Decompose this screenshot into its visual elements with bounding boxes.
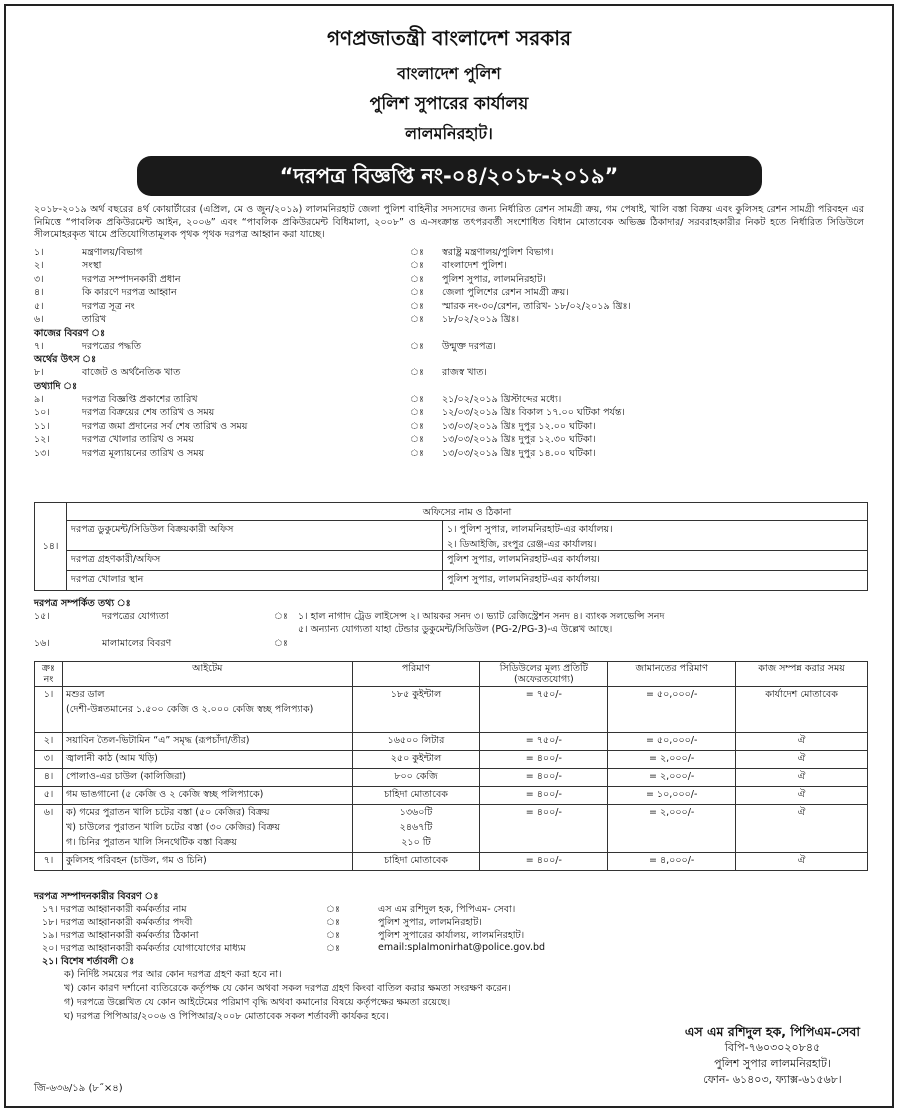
row-label: দরপত্র জমা প্রদানের সর্ব শেষ তারিখ ও সময় [82, 420, 248, 432]
row-number: ১২। [34, 434, 50, 445]
item-name-line: মশুর ডাল [65, 689, 105, 700]
header-item: আইটেম [62, 662, 352, 687]
item-name [62, 769, 352, 787]
item-quantity-line: ২৫০ কুইন্টাল [390, 753, 442, 764]
item-row [35, 769, 868, 787]
office-row [67, 551, 867, 571]
condition-text: খ) কোন কারণ দর্শানো ব্যতিরেকে কর্তৃপক্ষ যে কোন অথবা সকল দরপত্র গ্রহণ কিংবা বাতিল করার ক্ষমতা সংরক্ষণ করেন। [64, 983, 511, 994]
conditions-list [6, 968, 892, 1024]
row-label: দরপত্রের পদ্ধতি [82, 340, 141, 352]
schedule-info-list [6, 393, 892, 461]
officer-row [6, 916, 892, 929]
row-colon: ঃ [410, 340, 424, 352]
item-serial: ৫। [35, 787, 63, 805]
item-serial: ১। [35, 687, 63, 733]
item-name [62, 751, 352, 769]
row-colon: ঃ [410, 273, 424, 285]
officer-block [6, 890, 892, 1024]
row-number: ৭। [34, 340, 44, 352]
row-value: বাংলাদেশ পুলিশ। [442, 260, 507, 271]
row-colon: ঃ [410, 287, 424, 298]
item-name-line: গম ভাঙগানো (৫ কেজি ও ২ কেজি স্বচ্ছ পলিপ্যাকে) [65, 789, 264, 800]
section-work-heading: কাজের বিবরণ ঃ [34, 327, 106, 339]
info-row [6, 393, 892, 407]
item-row [35, 687, 868, 733]
goods-colon: ঃ [274, 638, 288, 649]
info-row [6, 273, 892, 287]
item-row [35, 853, 868, 871]
officer-value: এস এম রশিদুল হক, পিপিএম- সেবা। [378, 904, 516, 915]
row-number: ১১। [34, 420, 50, 432]
notice-number-banner: “দরপত্র বিজ্ঞপ্তি নং-০৪/২০১৮-২০১৯” [137, 156, 762, 196]
row-label: দরপত্র বিজ্ঞপ্তি প্রকাশের তারিখ [82, 393, 198, 405]
officer-label: ১৭। দরপত্র আহ্বানকারী কর্মকর্তার নাম [42, 904, 187, 915]
row-number: ৫। [34, 300, 44, 312]
row-number: ২। [34, 260, 44, 271]
info-row [6, 420, 892, 434]
row-number: ৪। [34, 287, 44, 298]
row-label: দরপত্র মূল্যায়নের তারিখ ও সময় [82, 447, 205, 459]
row-value: স্মারক নং-৩০/রেশন, তারিখ- ১৮/০২/২০১৯ খ্রিঃ। [442, 300, 631, 312]
office-row-label: দরপত্র ডুকুমেন্ট/সিডিউল বিক্রয়কারী অফিস [71, 524, 234, 535]
officer-list [6, 903, 892, 955]
row-number: ৯। [34, 393, 44, 405]
officer-colon: ঃ [326, 930, 340, 941]
publication-reference: জি-৬৩৬/১৯ (৮˝×৪) [34, 1083, 123, 1094]
eligibility-line-1: ১। হাল নাগাদ ট্রেড লাইসেন্স ২। আয়কর সনদ ৩। ভ্যাট রেজিস্ট্রেশন সনদ ৪। ব্যাংক সলভেন্সি সনদ [298, 611, 665, 622]
header-deposit: জামানতের পরিমাণ [608, 662, 736, 687]
officer-label: ১৮। দরপত্র আহ্বানকারী কর্মকর্তার পদবী [42, 917, 193, 928]
basic-info-list [6, 246, 892, 327]
items-header-row [35, 662, 868, 687]
office-row-value: পুলিশ সুপার, লালমনিরহাট-এর কার্যালয়। [442, 571, 870, 590]
row-value: রাজস্ব খাত। [442, 367, 487, 378]
office-value-line: ২। ডিআইজি, রংপুর রেঞ্জ-এর কার্যালয়। [447, 539, 597, 550]
row-label: দরপত্র সূত্র নং [82, 300, 135, 312]
item-name [62, 853, 352, 871]
office-row-label: দরপত্র গ্রহণকারী/অফিস [71, 554, 161, 565]
office-row-value [442, 521, 870, 550]
item-quantity-line: ২৪৬৭টি [399, 822, 433, 833]
office-row-label: দরপত্র খোলার স্থান [71, 574, 144, 585]
row-colon: ঃ [410, 300, 424, 312]
fund-info-list [6, 366, 892, 380]
row-colon: ঃ [410, 246, 424, 258]
condition-text: গ) দরপত্রে উল্লেখিত যে কোন আইটেমের পরিমাণ বৃদ্ধি অথবা কমানোর বিষয়ে কর্তৃপক্ষের ক্ষমতা রয়েছে। [64, 997, 451, 1008]
section-fund-heading: অর্থের উৎস ঃ [34, 354, 97, 365]
item-deposit: = ২,০০০/- [608, 805, 736, 853]
item-name [62, 805, 352, 853]
officer-label: ২০। দরপত্র আহ্বানকারী কর্মকর্তার যোগাযোগের মাধ্যম [42, 943, 246, 954]
item-deposit: = ৫০,০০০/- [608, 687, 736, 733]
item-completion-time: ঐ [736, 769, 868, 787]
row-colon: ঃ [410, 367, 424, 378]
info-row [6, 259, 892, 273]
item-name-line: ক) গমের পুরাতন খালি চটের বস্তা (৫০ কেজির) বিক্রয় [65, 807, 270, 818]
section-tender-heading: দরপত্র সম্পর্কিত তথ্য ঃ [34, 598, 131, 609]
eligibility-row [6, 610, 892, 623]
section-officer-heading: দরপত্র সম্পাদনকারীর বিবরণ ঃ [34, 891, 159, 902]
item-quantity [352, 687, 480, 733]
item-name [62, 787, 352, 805]
item-row [35, 733, 868, 751]
condition-row [6, 1010, 892, 1024]
item-quantity-line: ১৬৫০০ লিটার [387, 735, 445, 746]
header-quantity: পরিমাণ [352, 662, 480, 687]
conditions-title: ২১। বিশেষ শর্তাবলী ঃ [42, 956, 135, 967]
office-address-table [34, 502, 868, 591]
item-name [62, 687, 352, 733]
row-colon: ঃ [410, 314, 424, 325]
row-label: মন্ত্রণালয়/বিভাগ [82, 246, 143, 258]
item-completion-time: ঐ [736, 733, 868, 751]
row-value: জেলা পুলিশের রেশন সামগ্রী ক্রয়। [442, 287, 569, 298]
item-deposit: = ১০,০০০/- [608, 787, 736, 805]
item-serial: ২। [35, 733, 63, 751]
row-colon: ঃ [410, 447, 424, 459]
signatory-title: পুলিশ সুপার লালমনিরহাট। [714, 1057, 831, 1070]
row-colon: ঃ [410, 260, 424, 271]
section-info-heading: তথ্যাদি ঃ [34, 380, 78, 392]
office-value-line: ১। পুলিশ সুপার, লালমনিরহাট-এর কার্যালয়। [447, 524, 613, 535]
row-number: ১০। [34, 407, 50, 418]
condition-text: ক) নির্দিষ্ট সময়ের পর আর কোন দরপত্র গ্রহণ করা হবে না। [64, 969, 282, 980]
item-deposit: = ২,০০০/- [608, 751, 736, 769]
item-quantity-line: ৮০০ কেজি [394, 771, 438, 782]
info-row [6, 313, 892, 327]
row-value: উন্মুক্ত দরপত্র। [442, 340, 496, 352]
row-colon: ঃ [410, 393, 424, 405]
officer-row [6, 942, 892, 955]
items-table-body [35, 687, 868, 871]
row-label: বাজেট ও অর্থনৈতিক খাত [82, 367, 181, 378]
item-price: = ৪০০/- [480, 853, 608, 871]
item-price: = ৪০০/- [480, 769, 608, 787]
office-table-title: অফিসের নাম ও ঠিকানা [422, 507, 512, 518]
items-table [34, 661, 868, 871]
condition-text: ঘ) দরপত্র পিপিআর/২০০৬ ও পিপিআর/২০০৮ মোতাবেক সকল শর্তাবলী কার্যকর হবে। [64, 1011, 389, 1022]
eligibility-number: ১৫। [34, 611, 50, 622]
item-price: = ৪০০/- [480, 751, 608, 769]
info-row [6, 406, 892, 420]
row-value: ১৩/০৩/২০১৯ খ্রিঃ দুপুর ১৪.০০ ঘটিকা। [442, 447, 596, 459]
signatory-phone: ফোন- ৬১৪০৩, ফ্যাক্স-৬১৫৬৮। [703, 1073, 842, 1086]
row-number: ৩। [34, 273, 44, 285]
row-label: কি কারণে দরপত্র আহ্বান [82, 287, 177, 298]
row-number: ১। [34, 246, 44, 258]
item-serial: ৭। [35, 853, 63, 871]
row-value: ২১/০২/২০১৯ খ্রিস্টাব্দের মধ্যে। [442, 393, 562, 405]
officer-colon: ঃ [326, 943, 340, 954]
goods-number: ১৬। [34, 638, 50, 649]
eligibility-line-2: ৫। অন্যান্য যোগ্যতা যাহা টেন্ডার ডুকুমেন্ট/সিডিউল (PG-2/PG-3)-এ উল্লেখ আছে। [298, 624, 613, 635]
row-value: ১২/০৩/২০১৯ খ্রিঃ বিকাল ১৭.০০ ঘটিকা পর্যন্ত। [442, 407, 625, 418]
item-quantity [352, 751, 480, 769]
item-quantity [352, 733, 480, 751]
item-quantity-line: ১৮৫ কুইন্টাল [390, 689, 442, 700]
condition-row [6, 982, 892, 996]
item-name-line: জ্বালানী কাঠ (আম খড়ি) [65, 753, 158, 764]
item-serial: ৩। [35, 751, 63, 769]
row-label: দরপত্র সম্পাদনকারী প্রধান [82, 273, 181, 285]
row-colon: ঃ [410, 407, 424, 418]
item-quantity [352, 769, 480, 787]
goods-label: মালামালের বিবরণ [102, 638, 172, 649]
condition-row [6, 968, 892, 982]
office-table-number: ১৪। [35, 503, 67, 590]
item-row [35, 787, 868, 805]
info-row [6, 286, 892, 300]
officer-row [6, 903, 892, 916]
item-completion-time: ঐ [736, 787, 868, 805]
info-row [6, 300, 892, 314]
item-deposit: = ২,০০০/- [608, 769, 736, 787]
row-colon: ঃ [410, 420, 424, 432]
item-name-line: (দেশী-উন্নতমানের ১.৫০০ কেজি ও ২.০০০ কেজি স্বচ্ছ পলিপ্যাক) [65, 704, 314, 715]
item-quantity-line: চাহিদা মোতাবেক [384, 789, 448, 800]
district-title: লালমনিরহাট। [405, 124, 493, 143]
govt-title: গণপ্রজাতন্ত্রী বাংলাদেশ সরকার [327, 26, 571, 50]
item-quantity [352, 805, 480, 853]
item-price: = ৭৫০/- [480, 687, 608, 733]
row-value: স্বরাষ্ট্র মন্ত্রণালয়/পুলিশ বিভাগ। [442, 246, 554, 258]
item-quantity-line: ১৩৬০টি [399, 807, 433, 818]
row-label: সংস্থা [82, 260, 102, 271]
eligibility-label: দরপত্রের যোগ্যতা [102, 611, 169, 622]
item-name-line: পোলাও-এর চাউল (কালিজিরা) [65, 771, 186, 782]
intro-paragraph: ২০১৮-২০১৯ অর্থ বছরের ৪র্থ কোয়ার্টারের (এপ্রিল, মে ও জুন/২০১৯) লালমনিরহাট জেলা পুলিশ বাহিনীর সদস্যদের জন্য নির্ধারিত রেশন সামগ্রী ক্রয়, গম পেষাই, খালি বস্তা বিক্রয় এবং কুলিসহ রেশন সামগ্রী পরিবহন এর নিমিত্তে “পাবলিক প্রকিউরমেন্ট আইন, ২০০৬” এবং “পাবলিক প্রকিউরমেন্ট বিধিমালা, ২০০৮” ও এ-সংক্রান্ত তৎপরবর্তী সংশোধিত বিধান মোতাবেক অভিজ্ঞ ঠিকাদার/ সরবরাহকারীর নিকট হতে নির্ধারিত সিডিউলে সীলমোহরকৃত খামে প্রতিযোগিতামূলক পৃথক পৃথক দরপত্র আহ্বান করা যাচ্ছে। [34, 204, 864, 240]
row-value: ১৮/০২/২০১৯ খ্রিঃ। [442, 314, 520, 325]
item-price: = ৭৫০/- [480, 733, 608, 751]
tender-notice-page [4, 4, 894, 1108]
item-completion-time: ঐ [736, 805, 868, 853]
condition-row [6, 996, 892, 1010]
office-row-value: পুলিশ সুপার, লালমনিরহাট-এর কার্যালয়। [442, 551, 870, 570]
item-name-line: গ। চিনির পুরাতন খালি সিনথেটিক বস্তা বিক্রয় [65, 837, 237, 848]
info-row [6, 433, 892, 447]
row-value: ১৩/০৩/২০১৯ খ্রিঃ দুপুর ১২.৩০ ঘটিকা। [442, 434, 596, 445]
item-completion-time: ঐ [736, 751, 868, 769]
officer-colon: ঃ [326, 917, 340, 928]
row-number: ৬। [34, 314, 44, 325]
info-row [6, 340, 892, 354]
row-label: দরপত্র বিক্রয়ের শেষ তারিখ ও সময় [82, 407, 215, 418]
row-value: পুলিশ সুপার, লালমনিরহাট। [442, 273, 546, 285]
row-colon: ঃ [410, 434, 424, 445]
info-row [6, 447, 892, 461]
info-row [6, 246, 892, 260]
row-label: তারিখ [82, 314, 107, 325]
eligibility-colon: ঃ [274, 611, 288, 622]
officer-colon: ঃ [326, 904, 340, 915]
officer-label: ১৯। দরপত্র আহ্বানকারী কর্মকর্তার ঠিকানা [42, 930, 199, 941]
item-name-line: সয়াবিন তৈল-ভিটামিন “এ” সমৃদ্ধ (রূপচাঁদা/তীর) [65, 735, 250, 746]
item-price: = ৪০০/- [480, 787, 608, 805]
item-quantity [352, 787, 480, 805]
item-serial: ৬। [35, 805, 63, 853]
item-quantity [352, 853, 480, 871]
work-info-list [6, 340, 892, 354]
header-schedule-price: সিডিউলের মূল্য প্রতিটি (অফেরতযোগ্য) [480, 662, 608, 687]
goods-row [6, 637, 892, 651]
item-price: = ৪০০/- [480, 805, 608, 853]
signatory-name: এস এম রশিদুল হক, পিপিএম-সেবা [684, 1024, 860, 1039]
officer-row [6, 929, 892, 942]
signature-block [685, 1024, 860, 1088]
conditions-heading-row [6, 955, 892, 968]
row-label: দরপত্র খোলার তারিখ ও সময় [82, 434, 194, 445]
item-completion-time: ঐ [736, 853, 868, 871]
row-value: ১৩/০৩/২০১৯ খ্রিঃ দুপুর ১২.০০ ঘটিকা। [442, 420, 596, 432]
item-quantity-line: চাহিদা মোতাবেক [384, 855, 448, 866]
item-row [35, 805, 868, 853]
header-completion-time: কাজ সম্পন্ন করার সময় [736, 662, 868, 687]
item-row [35, 751, 868, 769]
office-row [67, 521, 867, 551]
officer-value: email:splalmonirhat@police.gov.bd [378, 942, 546, 953]
office-table-title-row [67, 503, 867, 521]
info-row [6, 366, 892, 380]
item-completion-time: কার্যাদেশ মোতাবেক [736, 687, 868, 733]
office-title: পুলিশ সুপারের কার্যালয় [369, 94, 529, 114]
item-quantity-line: ২১০ টি [401, 837, 431, 848]
row-number: ৮। [34, 367, 44, 378]
item-name-line: কুলিসহ পরিবহন (চাউল, গম ও চিনি) [65, 855, 207, 866]
item-serial: ৪। [35, 769, 63, 787]
signatory-bp: বিপি-৭৬০৩০২০৮৪৫ [724, 1041, 821, 1054]
officer-value: পুলিশ সুপারের কার্যালয়, লালমনিরহাট। [378, 930, 525, 941]
item-deposit: = ৪,০০০/- [608, 853, 736, 871]
item-deposit: = ৫০,০০০/- [608, 733, 736, 751]
item-name-line: খ) চাউলের পুরাতন খালি চটের বস্তা (৩০ কেজির) বিক্রয় [65, 822, 280, 833]
item-name [62, 733, 352, 751]
office-row [67, 571, 867, 590]
row-number: ১৩। [34, 447, 50, 459]
eligibility-row-2 [6, 623, 892, 637]
dept-title: বাংলাদেশ পুলিশ [397, 64, 501, 83]
officer-value: পুলিশ সুপার, লালমনিরহাট। [378, 917, 482, 928]
header-serial: ক্রঃ নং [35, 662, 63, 687]
